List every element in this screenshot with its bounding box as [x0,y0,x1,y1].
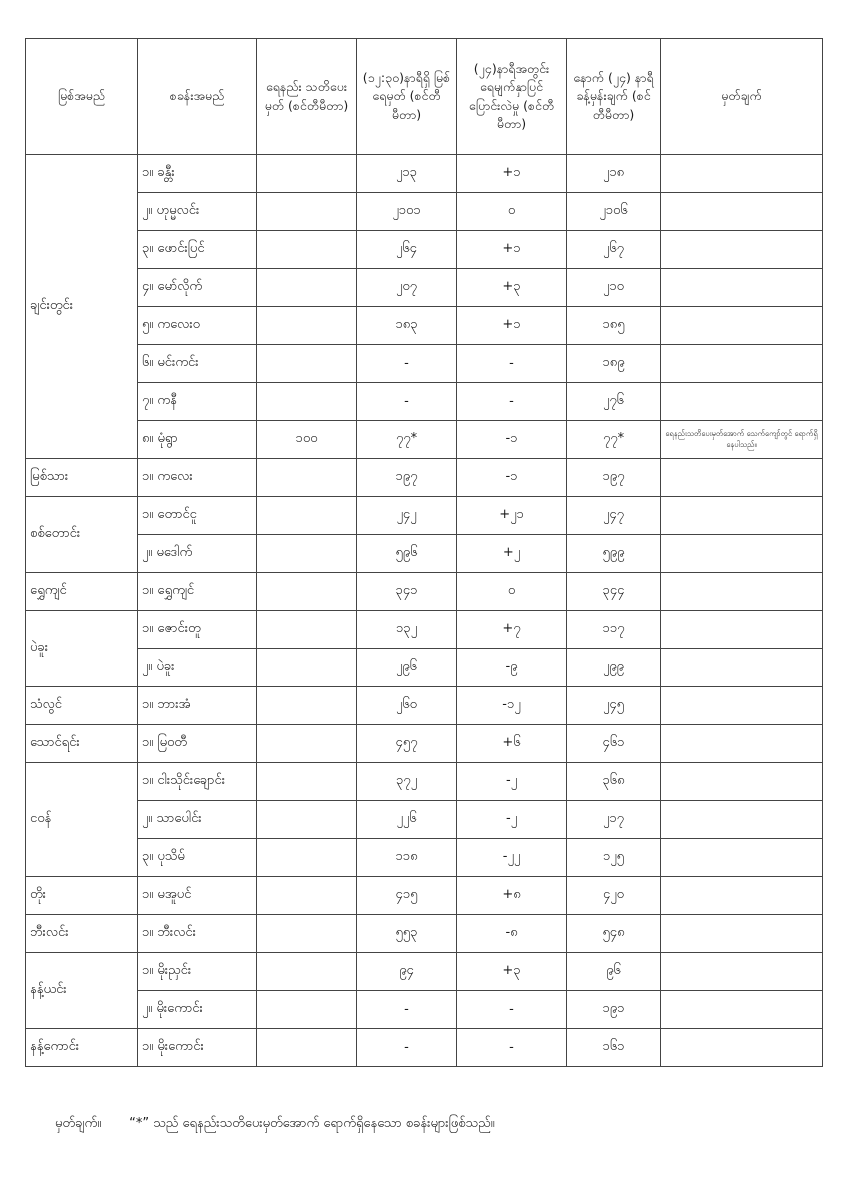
remark-cell [661,193,823,231]
table-row [26,611,823,649]
forecast-cell: ၂၇၆ [567,383,661,421]
current-level-cell: ၃၇၂ [357,763,457,801]
station-name-cell: ၂။ ပဲခူး [138,649,257,687]
current-level-cell: ၁၉၇ [357,459,457,497]
forecast-cell: ၁၈၉ [567,345,661,383]
station-name-cell: ၆။ မင်းကင်း [138,345,257,383]
table-row [26,877,823,915]
station-name-cell: ၁။ မိုးကောင်း [138,1029,257,1067]
current-level-cell: ၁၃၂ [357,611,457,649]
warning-level-cell [257,459,357,497]
table-row [26,801,823,839]
warning-level-cell [257,991,357,1029]
current-level-cell: - [357,991,457,1029]
remark-cell [661,877,823,915]
station-name-cell: ၂။ ဟုမ္မလင်း [138,193,257,231]
header-24h-change: (၂၄)နာရီအတွင်း ရေမျက်နှာပြင် ပြောင်းလဲမှု (စင်တီမီတာ) [457,39,567,155]
remark-cell [661,269,823,307]
current-level-cell: - [357,1029,457,1067]
river-name-cell: သောင်ရင်း [26,725,138,763]
remark-cell [661,687,823,725]
current-level-cell: ၄၅၇ [357,725,457,763]
remark-cell [661,155,823,193]
warning-level-cell [257,307,357,345]
table-row [26,649,823,687]
river-name-cell: ချင်းတွင်း [26,155,138,459]
station-name-cell: ၁။ ငါးသိုင်းချောင်း [138,763,257,801]
change-cell: +၁ [457,231,567,269]
station-name-cell: ၁။ ရွှေကျင် [138,573,257,611]
remark-cell [661,345,823,383]
change-cell: -၁ [457,459,567,497]
station-name-cell: ၄။ မော်လိုက် [138,269,257,307]
change-cell: +၆ [457,725,567,763]
header-warning-level: ရေနည်း သတိပေးမှတ် (စင်တီမီတာ) [257,39,357,155]
header-river: မြစ်အမည် [26,39,138,155]
warning-level-cell [257,649,357,687]
station-name-cell: ၅။ ကလေးဝ [138,307,257,345]
current-level-cell: ၂၆၀ [357,687,457,725]
station-name-cell: ၁။ ဘီးလင်း [138,915,257,953]
current-level-cell: ၂၉၆ [357,649,457,687]
warning-level-cell [257,155,357,193]
station-name-cell: ၈။ မုံရွာ [138,421,257,459]
table-row [26,421,823,459]
forecast-cell: ၇၇* [567,421,661,459]
remark-cell [661,801,823,839]
river-name-cell: သံလွင် [26,687,138,725]
table-row [26,1029,823,1067]
footnote-text: “*” သည် ရေနည်းသတိပေးမှတ်အောက် ရောက်ရှိနေသော စခန်းများဖြစ်သည်။ [129,1116,495,1131]
remark-cell [661,573,823,611]
table-row [26,535,823,573]
forecast-cell: ၅၉၉ [567,535,661,573]
current-level-cell: ၂၂၆ [357,801,457,839]
footnote [55,1115,495,1134]
forecast-cell: ၂၄၇ [567,497,661,535]
station-name-cell: ၁။ မိုးညှင်း [138,953,257,991]
station-name-cell: ၁။ တောင်ငူ [138,497,257,535]
current-level-cell: ၁၁၈ [357,839,457,877]
change-cell: +၃ [457,953,567,991]
change-cell: +၂ [457,535,567,573]
river-name-cell: ငဝန် [26,763,138,877]
river-name-cell: နန့်ကောင်း [26,1029,138,1067]
change-cell: -၉ [457,649,567,687]
station-name-cell: ၁။ ဇောင်းတူ [138,611,257,649]
remark-cell [661,611,823,649]
table-row [26,307,823,345]
remark-cell [661,383,823,421]
warning-level-cell [257,231,357,269]
change-cell: - [457,991,567,1029]
station-name-cell: ၇။ ကနီ [138,383,257,421]
warning-level-cell [257,725,357,763]
forecast-cell: ၂၁၈ [567,155,661,193]
river-name-cell: ပဲခူး [26,611,138,687]
forecast-cell: ၁၂၅ [567,839,661,877]
table-header [26,39,823,155]
remark-cell [661,953,823,991]
change-cell: -၁ [457,421,567,459]
forecast-cell: ၂၁၀၆ [567,193,661,231]
current-level-cell: ၅၅၃ [357,915,457,953]
header-current-level: (၁၂:၃၀)နာရီရှိ မြစ်ရေမှတ် (စင်တီမီတာ) [357,39,457,155]
change-cell: +၂၁ [457,497,567,535]
warning-level-cell [257,497,357,535]
current-level-cell: ၂၁၃ [357,155,457,193]
remark-cell [661,535,823,573]
remark-cell [661,497,823,535]
forecast-cell: ၅၄၈ [567,915,661,953]
current-level-cell: ၂၁၀၁ [357,193,457,231]
change-cell: -၂ [457,801,567,839]
remark-cell [661,725,823,763]
station-name-cell: ၁။ မအူပင် [138,877,257,915]
forecast-cell: ၁၆၁ [567,1029,661,1067]
header-forecast: နောက် (၂၄) နာရီ ခန့်မှန်းချက် (စင်တီမီတာ) [567,39,661,155]
change-cell: -၈ [457,915,567,953]
river-name-cell: နန့်ယင်း [26,953,138,1029]
warning-level-cell [257,383,357,421]
remark-cell [661,915,823,953]
station-name-cell: ၁။ ကလေး [138,459,257,497]
remark-cell [661,1029,823,1067]
river-name-cell: မြစ်သား [26,459,138,497]
river-water-level-table [25,38,823,1067]
remark-cell [661,839,823,877]
change-cell: -၂၂ [457,839,567,877]
table-row [26,915,823,953]
warning-level-cell: ၁၀၀ [257,421,357,459]
table-row [26,345,823,383]
warning-level-cell [257,763,357,801]
forecast-cell: ၂၁၀ [567,269,661,307]
forecast-cell: ၁၁၇ [567,611,661,649]
warning-level-cell [257,953,357,991]
header-remark: မှတ်ချက် [661,39,823,155]
forecast-cell: ၂၄၅ [567,687,661,725]
current-level-cell: - [357,345,457,383]
table-row [26,231,823,269]
table-row [26,687,823,725]
current-level-cell: ၂၀၇ [357,269,457,307]
header-station: စခန်းအမည် [138,39,257,155]
warning-level-cell [257,1029,357,1067]
change-cell: - [457,345,567,383]
current-level-cell: ၂၄၂ [357,497,457,535]
change-cell: - [457,1029,567,1067]
table-row [26,763,823,801]
change-cell: +၇ [457,611,567,649]
change-cell: +၃ [457,269,567,307]
warning-level-cell [257,801,357,839]
header-row [26,39,823,155]
remark-cell [661,459,823,497]
forecast-cell: ၄၆၁ [567,725,661,763]
warning-level-cell [257,611,357,649]
change-cell: ၀ [457,573,567,611]
station-name-cell: ၃။ ပုသိမ် [138,839,257,877]
table-body [26,155,823,1067]
remark-cell [661,763,823,801]
table-row [26,497,823,535]
warning-level-cell [257,687,357,725]
forecast-cell: ၁၉၇ [567,459,661,497]
remark-cell [661,649,823,687]
change-cell: +၁ [457,307,567,345]
table-row [26,991,823,1029]
station-name-cell: ၃။ ဖောင်းပြင် [138,231,257,269]
change-cell: -၁၂ [457,687,567,725]
forecast-cell: ၂၉၉ [567,649,661,687]
current-level-cell: ၉၄ [357,953,457,991]
station-name-cell: ၁။ မြဝတီ [138,725,257,763]
remark-cell [661,991,823,1029]
current-level-cell: ၃၄၁ [357,573,457,611]
warning-level-cell [257,535,357,573]
table-row [26,725,823,763]
current-level-cell: - [357,383,457,421]
station-name-cell: ၂။ သာပေါင်း [138,801,257,839]
footnote-label: မှတ်ချက်။ [55,1116,102,1131]
station-name-cell: ၂။ မဒေါက် [138,535,257,573]
table-row [26,383,823,421]
current-level-cell: ၂၆၄ [357,231,457,269]
change-cell: +၁ [457,155,567,193]
forecast-cell: ၉၆ [567,953,661,991]
river-name-cell: တိုး [26,877,138,915]
station-name-cell: ၂။ မိုးကောင်း [138,991,257,1029]
station-name-cell: ၁။ ခန္တီး [138,155,257,193]
table-row [26,155,823,193]
warning-level-cell [257,193,357,231]
remark-cell [661,307,823,345]
table-row [26,953,823,991]
warning-level-cell [257,839,357,877]
warning-level-cell [257,573,357,611]
remark-cell [661,231,823,269]
warning-level-cell [257,345,357,383]
warning-level-cell [257,877,357,915]
forecast-cell: ၃၄၄ [567,573,661,611]
forecast-cell: ၂၁၇ [567,801,661,839]
current-level-cell: ၁၈၃ [357,307,457,345]
river-name-cell: ဘီးလင်း [26,915,138,953]
warning-level-cell [257,915,357,953]
change-cell: -၂ [457,763,567,801]
forecast-cell: ၄၂၀ [567,877,661,915]
river-name-cell: ရွှေကျင် [26,573,138,611]
station-name-cell: ၁။ ဘားအံ [138,687,257,725]
table-row [26,269,823,307]
change-cell: - [457,383,567,421]
change-cell: ၀ [457,193,567,231]
forecast-cell: ၁၉၁ [567,991,661,1029]
table-row [26,573,823,611]
current-level-cell: ၄၁၅ [357,877,457,915]
forecast-cell: ၂၆၇ [567,231,661,269]
remark-cell: ရေနည်းသတိပေးမှတ်အောက် သေက်ကျော်တွင် ရောက်ရှိနေပါသည်။ [661,421,823,459]
table-row [26,193,823,231]
change-cell: +၈ [457,877,567,915]
current-level-cell: ၅၉၆ [357,535,457,573]
forecast-cell: ၁၈၅ [567,307,661,345]
river-name-cell: စစ်တောင်း [26,497,138,573]
forecast-cell: ၃၆၈ [567,763,661,801]
current-level-cell: ၇၇* [357,421,457,459]
table-row [26,459,823,497]
warning-level-cell [257,269,357,307]
table-row [26,839,823,877]
